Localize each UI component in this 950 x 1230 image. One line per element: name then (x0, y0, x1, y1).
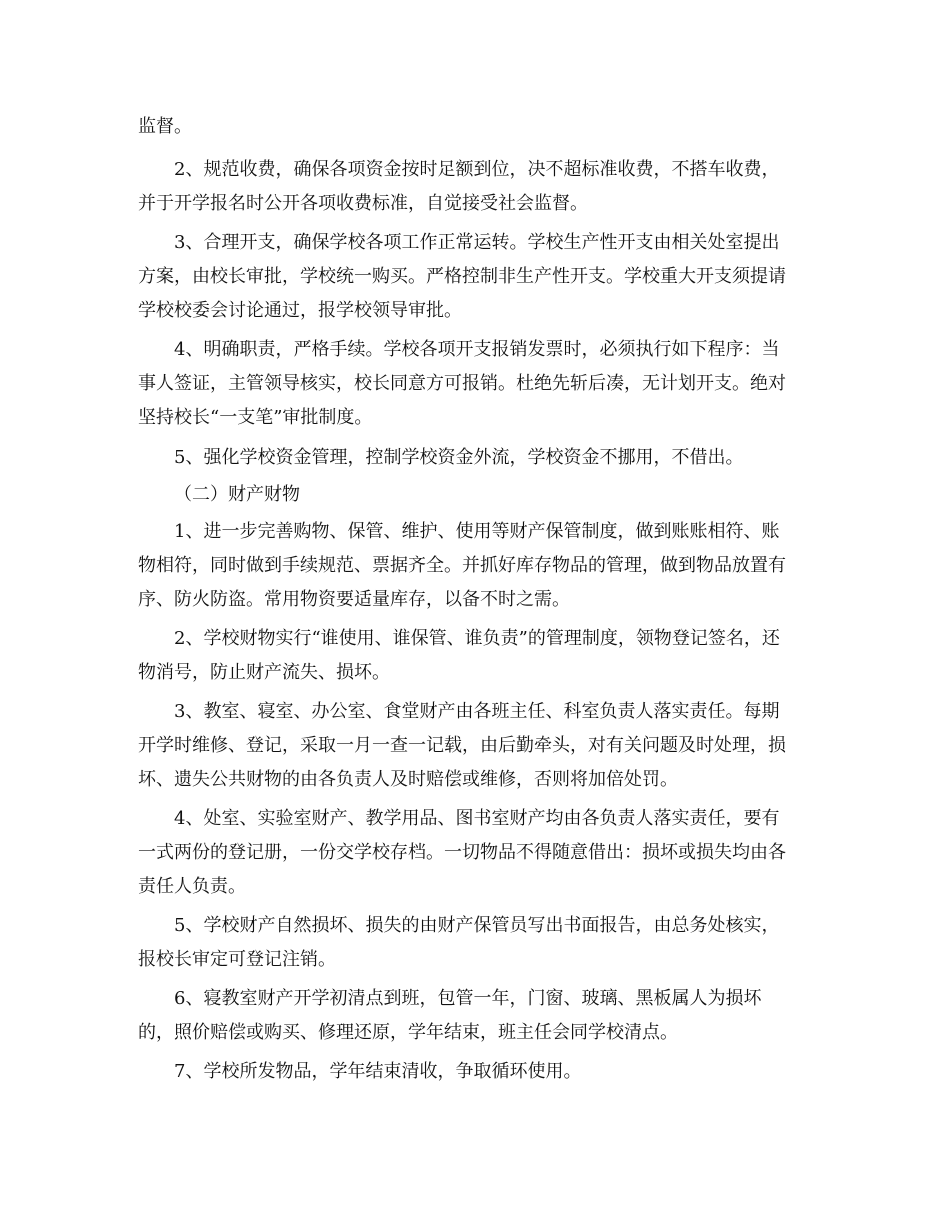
body-text-line: 3、教室、寝室、办公室、食堂财产由各班主任、科室负责人落实责任。每期 (174, 701, 780, 722)
section-heading: （二）财产财物 (174, 484, 300, 505)
body-text-line: 方案，由校长审批，学校统一购买。严格控制非生产性开支。学校重大开支须提请 (138, 266, 786, 287)
body-text-line: 序、防火防盗。常用物资要适量库存，以备不时之需。 (138, 589, 570, 610)
body-text-line: 5、学校财产自然损坏、损失的由财产保管员写出书面报告，由总务处核实， (174, 915, 780, 936)
body-text-line: 开学时维修、登记，采取一月一查一记载，由后勤牵头，对有关问题及时处理，损 (138, 735, 786, 756)
body-text-line: 事人签证，主管领导核实，校长同意方可报销。杜绝先斩后凑，无计划开支。绝对 (138, 373, 786, 394)
body-text-line: 物相符，同时做到手续规范、票据齐全。并抓好库存物品的管理，做到物品放置有 (138, 555, 786, 576)
body-text-line: 的，照价赔偿或购买、修理还原，学年结束，班主任会同学校清点。 (138, 1022, 678, 1043)
body-text-line: 一式两份的登记册，一份交学校存档。一切物品不得随意借出：损坏或损失均由各 (138, 842, 786, 863)
body-text-line: 监督。 (138, 116, 192, 137)
body-text-line: 5、强化学校资金管理，控制学校资金外流，学校资金不挪用，不借出。 (174, 447, 744, 468)
body-text-line: 责任人负责。 (138, 876, 246, 897)
body-text-line: 2、规范收费，确保各项资金按时足额到位，决不超标准收费，不搭车收费， (174, 159, 780, 180)
body-text-line: 1、进一步完善购物、保管、维护、使用等财产保管制度，做到账账相符、账 (174, 521, 780, 542)
body-text-line: 4、明确职责，严格手续。学校各项开支报销发票时，必须执行如下程序：当 (174, 339, 780, 360)
body-text-line: 4、处室、实验室财产、教学用品、图书室财产均由各负责人落实责任，要有 (174, 808, 780, 829)
body-text-line: 并于开学报名时公开各项收费标准，自觉接受社会监督。 (138, 193, 588, 214)
body-text-line: 7、学校所发物品，学年结束清收，争取循环使用。 (174, 1061, 582, 1082)
body-text-line: 学校校委会讨论通过，报学校领导审批。 (138, 300, 462, 321)
body-text-line: 6、寝教室财产开学初清点到班，包管一年，门窗、玻璃、黑板属人为损坏 (174, 988, 762, 1009)
body-text-line: 报校长审定可登记注销。 (138, 949, 336, 970)
body-text-line: 坚持校长“一支笔”审批制度。 (138, 407, 373, 428)
body-text-line: 2、学校财物实行“谁使用、谁保管、谁负责”的管理制度，领物登记签名，还 (174, 628, 780, 649)
body-text-line: 坏、遗失公共财物的由各负责人及时赔偿或维修，否则将加倍处罚。 (138, 769, 678, 790)
body-text-line: 物消号，防止财产流失、损坏。 (138, 662, 390, 683)
body-text-line: 3、合理开支，确保学校各项工作正常运转。学校生产性开支由相关处室提出 (174, 232, 780, 253)
